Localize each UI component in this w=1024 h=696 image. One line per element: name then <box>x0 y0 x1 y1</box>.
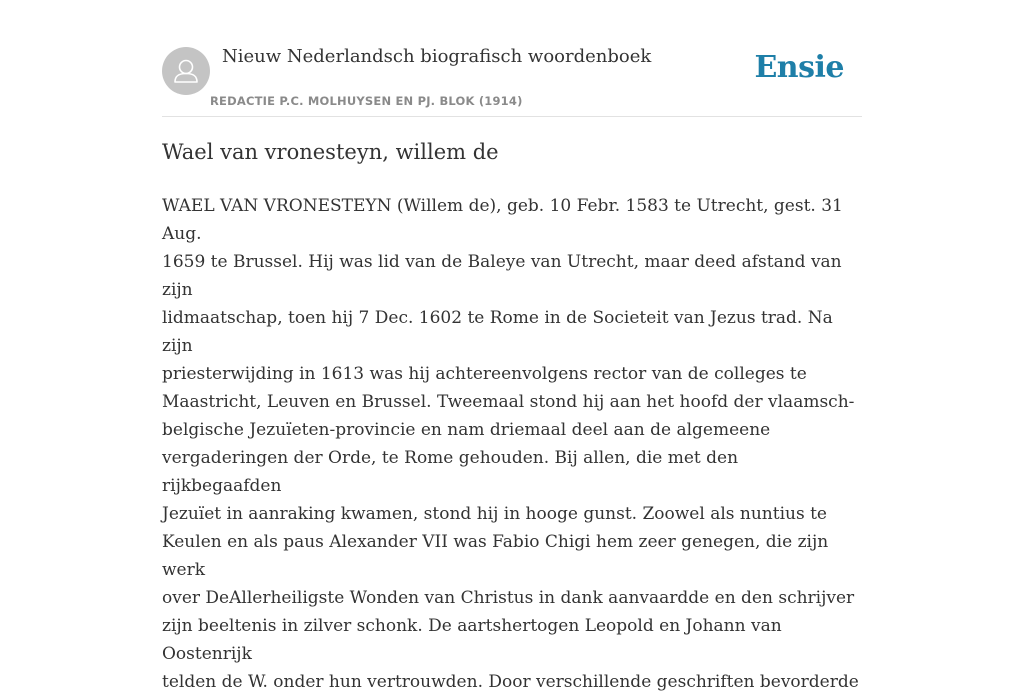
header <box>162 0 862 117</box>
book-editors: REDACTIE P.C. MOLHUYSEN EN PJ. BLOK (1914) <box>210 94 523 108</box>
avatar[interactable] <box>162 47 210 95</box>
article-title: Wael van vronesteyn, willem de <box>162 140 499 164</box>
book-title[interactable]: Nieuw Nederlandsch biografisch woordenboek <box>222 46 652 67</box>
article-body: WAEL VAN VRONESTEYN (Willem de), geb. 10 Febr. 1583 te Utrecht, gest. 31 Aug. 1659 te Brussel. Hij was lid van de Baleye van Utrecht, maar deed afstand van zijn lidmaatschap, toen hij 7 Dec. 1602 te Rome in de Societeit van Jezus trad. Na zijn priesterwijding in 1613 was hij achtereenvolgens rector van de colleges te Maastricht, Leuven en Brussel. Tweemaal stond hij aan het hoofd der vlaamsch- belgische Jezuïeten-provincie en nam driemaal deel aan de algemeene vergaderingen der Orde, te Rome gehouden. Bij allen, die met den rijkbegaafden Jezuïet in aanraking kwamen, stond hij in hooge gunst. Zoowel als nuntius te Keulen en als paus Alexander VII was Fabio Chigi hem zeer genegen, die zijn werk over DeAllerheiligste Wonden van Christus in dank aanvaardde en den schrijver zijn beeltenis in zilver schonk. De aartshertogen Leopold en Johann van Oostenrijk telden de W. onder hun vertrouwden. Door verschillende geschriften bevorderde <box>162 196 859 692</box>
page <box>162 0 862 692</box>
brand-logo[interactable]: Ensie <box>754 50 844 85</box>
user-icon <box>162 47 210 95</box>
